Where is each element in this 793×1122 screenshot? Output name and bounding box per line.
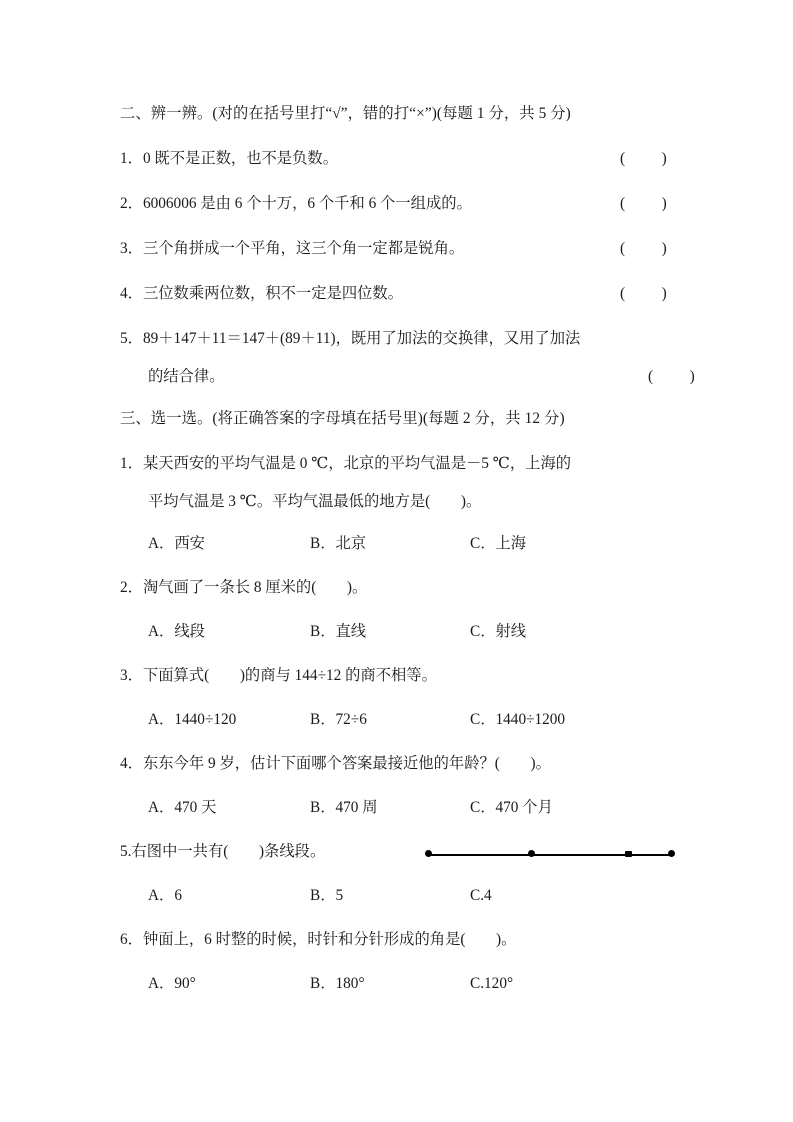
option-label: B． bbox=[310, 711, 336, 728]
option-c[interactable] bbox=[470, 534, 526, 553]
question-number: 3． bbox=[120, 667, 143, 684]
answer-blank-parentheses[interactable] bbox=[620, 149, 680, 168]
option-b[interactable] bbox=[310, 622, 366, 641]
answer-blank-parentheses[interactable] bbox=[648, 367, 708, 386]
option-label: A． bbox=[148, 975, 175, 992]
paren-right: ) bbox=[661, 150, 668, 167]
question-text: 右图中一共有( )条线段。 bbox=[131, 843, 326, 860]
question-text: 0 既不是正数，也不是负数。 bbox=[142, 150, 338, 167]
section-three-question-1-line2 bbox=[120, 492, 708, 511]
option-c[interactable] bbox=[470, 622, 526, 641]
option-value: 6 bbox=[174, 887, 183, 904]
paren-right: ) bbox=[661, 195, 668, 212]
question-text: 89＋147＋11＝147＋(89＋11)，既用了加法的交换律，又用了加法 bbox=[142, 330, 581, 347]
question-number: 5． bbox=[120, 330, 143, 347]
segment-point-1 bbox=[425, 850, 432, 857]
option-value: 470 周 bbox=[335, 799, 378, 816]
paren-left: ( bbox=[620, 285, 626, 302]
section-two-question-1 bbox=[120, 149, 680, 168]
option-value: 1440÷1200 bbox=[495, 711, 566, 728]
option-value: 120° bbox=[484, 975, 514, 992]
question-number: 4． bbox=[120, 285, 143, 302]
option-c[interactable] bbox=[470, 974, 513, 993]
section-two-question-5-line2 bbox=[120, 367, 708, 386]
section-three-question-5 bbox=[120, 842, 680, 861]
option-value: 470 天 bbox=[174, 799, 217, 816]
section-three-question-3 bbox=[120, 666, 680, 685]
section-two-question-4 bbox=[120, 284, 680, 303]
option-value: 西安 bbox=[174, 535, 205, 552]
option-value: 射线 bbox=[495, 623, 527, 640]
section-three-question-4 bbox=[120, 754, 680, 773]
paren-left: ( bbox=[620, 195, 626, 212]
segment-point-3 bbox=[625, 851, 632, 858]
question-text: 某天西安的平均气温是 0 ℃，北京的平均气温是－5 ℃，上海的 bbox=[142, 455, 572, 472]
option-label: A． bbox=[148, 887, 175, 904]
option-label: C. bbox=[470, 887, 485, 904]
option-a[interactable] bbox=[148, 710, 236, 729]
option-value: 90° bbox=[174, 975, 196, 992]
option-label: B． bbox=[310, 887, 336, 904]
section-three-question-1 bbox=[120, 454, 680, 473]
option-value: 上海 bbox=[495, 535, 527, 552]
paren-left: ( bbox=[648, 368, 654, 385]
option-value: 直线 bbox=[335, 623, 367, 640]
paren-right: ) bbox=[661, 240, 668, 257]
option-a[interactable] bbox=[148, 622, 205, 641]
section-two-heading: 二、辨一辨。(对的在括号里打“√”，错的打“×”)(每题 1 分，共 5 分) bbox=[120, 105, 571, 122]
paren-right: ) bbox=[661, 285, 668, 302]
question-text: 钟面上，6 时整的时候，时针和分针形成的角是( )。 bbox=[142, 931, 517, 948]
option-label: A． bbox=[148, 799, 175, 816]
option-label: C． bbox=[470, 535, 496, 552]
section-two-question-2 bbox=[120, 194, 680, 213]
option-value: 线段 bbox=[174, 623, 205, 640]
section-two-question-3 bbox=[120, 239, 680, 258]
option-value: 180° bbox=[335, 975, 365, 992]
option-label: C． bbox=[470, 711, 496, 728]
question-text: 三个角拼成一个平角，这三个角一定都是锐角。 bbox=[142, 240, 465, 257]
option-b[interactable] bbox=[310, 798, 378, 817]
option-label: C． bbox=[470, 623, 496, 640]
segment-baseline bbox=[428, 854, 672, 856]
option-a[interactable] bbox=[148, 974, 196, 993]
option-label: C． bbox=[470, 799, 496, 816]
option-c[interactable] bbox=[470, 710, 565, 729]
question-text: 三位数乘两位数，积不一定是四位数。 bbox=[142, 285, 404, 302]
option-value: 5 bbox=[335, 887, 344, 904]
answer-blank-parentheses[interactable] bbox=[620, 239, 680, 258]
option-label: C. bbox=[470, 975, 485, 992]
option-c[interactable] bbox=[470, 886, 492, 905]
option-label: B． bbox=[310, 623, 336, 640]
question-text: 东东今年 9 岁，估计下面哪个答案最接近他的年龄？( )。 bbox=[142, 755, 551, 772]
section-three-question-2 bbox=[120, 578, 680, 597]
option-label: A． bbox=[148, 535, 175, 552]
option-b[interactable] bbox=[310, 534, 366, 553]
option-label: B． bbox=[310, 975, 336, 992]
option-a[interactable] bbox=[148, 886, 182, 905]
option-value: 4 bbox=[484, 887, 492, 904]
paren-left: ( bbox=[620, 150, 626, 167]
segment-point-2 bbox=[528, 850, 535, 857]
question-text: 下面算式( )的商与 144÷12 的商不相等。 bbox=[142, 667, 437, 684]
option-b[interactable] bbox=[310, 710, 367, 729]
answer-blank-parentheses[interactable] bbox=[620, 284, 680, 303]
question-text-continued: 的结合律。 bbox=[148, 368, 225, 385]
option-a[interactable] bbox=[148, 534, 205, 553]
option-c[interactable] bbox=[470, 798, 553, 817]
question-text: 6006006 是由 6 个十万，6 个千和 6 个一组成的。 bbox=[142, 195, 472, 212]
option-value: 470 个月 bbox=[495, 799, 553, 816]
question-number: 4． bbox=[120, 755, 143, 772]
question-number: 1． bbox=[120, 455, 143, 472]
question-number: 6． bbox=[120, 931, 143, 948]
paren-left: ( bbox=[620, 240, 626, 257]
segment-point-4 bbox=[668, 850, 675, 857]
section-three-heading: 三、选一选。(将正确答案的字母填在括号里)(每题 2 分，共 12 分) bbox=[120, 410, 565, 427]
question-number: 3． bbox=[120, 240, 143, 257]
option-value: 北京 bbox=[335, 535, 367, 552]
answer-blank-parentheses[interactable] bbox=[620, 194, 680, 213]
paren-right: ) bbox=[689, 368, 696, 385]
option-a[interactable] bbox=[148, 798, 216, 817]
line-segment-diagram bbox=[425, 848, 675, 862]
question-number: 2． bbox=[120, 195, 143, 212]
option-label: A． bbox=[148, 711, 175, 728]
question-text: 淘气画了一条长 8 厘米的( )。 bbox=[142, 579, 368, 596]
option-label: B． bbox=[310, 799, 336, 816]
question-text-continued: 平均气温是 3 ℃。平均气温最低的地方是( )。 bbox=[148, 493, 482, 510]
option-value: 72÷6 bbox=[335, 711, 367, 728]
option-b[interactable] bbox=[310, 886, 343, 905]
option-label: B． bbox=[310, 535, 336, 552]
option-value: 1440÷120 bbox=[174, 711, 237, 728]
question-number: 5. bbox=[120, 843, 132, 860]
question-number: 1． bbox=[120, 150, 143, 167]
section-two-question-5 bbox=[120, 329, 680, 348]
option-label: A． bbox=[148, 623, 175, 640]
option-b[interactable] bbox=[310, 974, 365, 993]
question-number: 2． bbox=[120, 579, 143, 596]
section-three-question-6 bbox=[120, 930, 680, 949]
